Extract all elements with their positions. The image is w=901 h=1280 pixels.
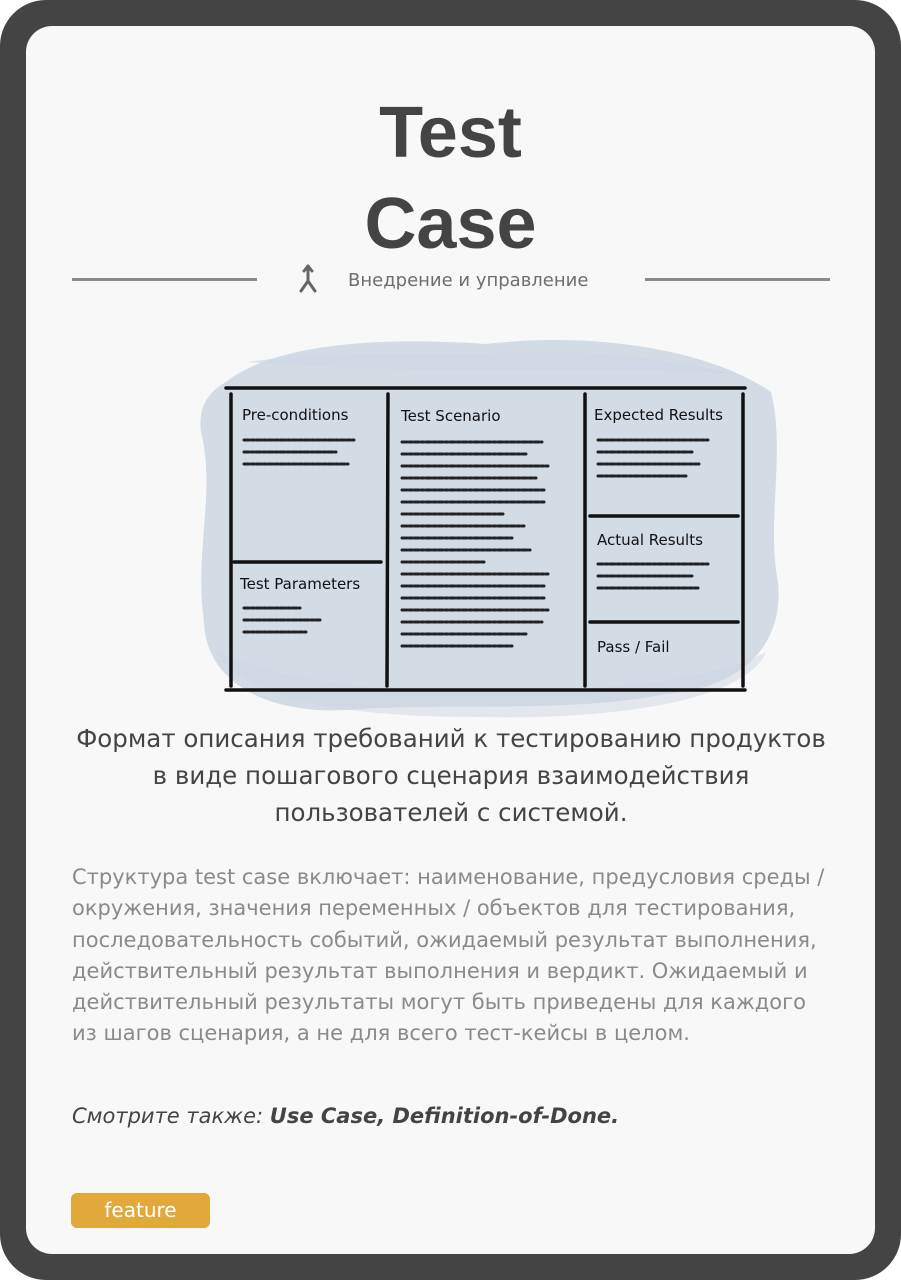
title-line-2: Case [364,184,537,264]
test-case-illustration [186,322,786,722]
divider-left [72,278,257,281]
card [26,26,875,1254]
section-test-parameters: Test Parameters [240,575,361,593]
lead-description: Формат описания требований к тестированию продуктов в виде пошагового сценария взаимодействия пользователей с системой. [76,724,826,827]
watercolor-wash [200,340,778,717]
section-test-scenario: Test Scenario [401,407,501,425]
see-also-prefix: Смотрите также: [72,1104,270,1128]
body-description: Структура test case включает: наименование, предусловия среды / окружения, значения переменных / объектов для тестирования, последовательность событий, ожидаемый результат выполнения, действительный результат выполнения и вердикт. Ожидаемый и действительный результаты могут быть приведены для каждого из шагов сценария, а не для всего тест-кейсы в целом. [72,865,825,1046]
see-also [72,1100,832,1132]
divider-right [645,278,830,281]
tag-feature[interactable]: feature [71,1193,210,1228]
see-also-links[interactable]: Use Case, Definition-of-Done. [269,1104,620,1128]
title-line-1: Test [379,93,522,173]
section-expected-results: Expected Results [594,406,723,424]
section-preconditions: Pre-conditions [242,406,349,424]
section-actual-results: Actual Results [597,531,703,549]
card-title [26,88,875,270]
merge-arrow-icon [292,262,328,298]
category-label: Внедрение и управление [348,269,589,291]
section-pass-fail: Pass / Fail [597,638,670,656]
category [286,262,636,298]
